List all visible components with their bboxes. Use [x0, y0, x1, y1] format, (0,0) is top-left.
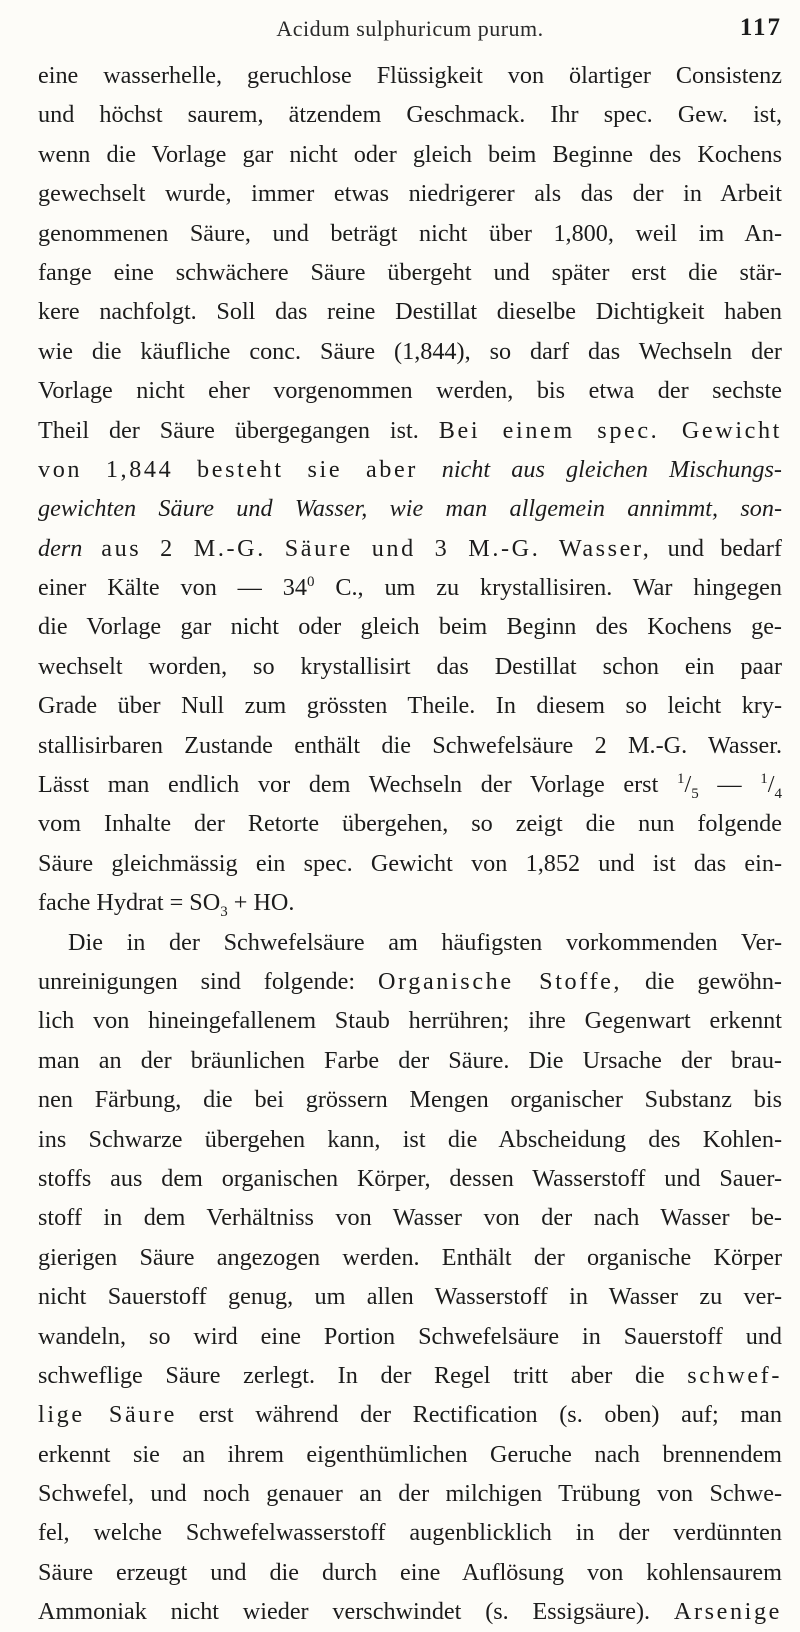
italic-emphasis: dern	[38, 534, 83, 562]
text-line: stoffs aus dem organischen Körper, dessen Wasserstoff und Sauer-	[38, 1164, 782, 1192]
text-line: fache Hydrat = $SO_3$ + HO.	[38, 889, 295, 921]
running-title: Acidum sulphuricum purum.	[276, 16, 544, 41]
text-line: man an der bräunlichen Farbe der Säure. Die Ursache der brau-	[38, 1046, 782, 1074]
text-line: lich von hineingefallenem Staub herrühren; ihre Gegenwart erkennt	[38, 1007, 782, 1035]
text-line: ins Schwarze übergehen kann, ist die Abscheidung des Kohlen-	[38, 1125, 782, 1153]
text-line: wandeln, so wird eine Portion Schwefelsäure in Sauerstoff und	[38, 1322, 782, 1350]
text-line: nicht Sauerstoff genug, um allen Wasserstoff in Wasser zu ver-	[38, 1283, 782, 1311]
text-line: nen Färbung, die bei grössern Mengen organischer Substanz bis	[38, 1086, 782, 1114]
text-line: gewechselt wurde, immer etwas niedrigerer als das der in Arbeit	[38, 180, 782, 208]
italic-emphasis: nicht aus gleichen Mischungs-	[441, 455, 782, 483]
text-line: die Vorlage gar nicht oder gleich beim Beginn des Kochens ge-	[38, 613, 782, 641]
text-line: Lässt man endlich vor dem Wechseln der Vorlage erst $^1/_5$ — $^1/_4$	[38, 770, 782, 802]
text-line: wie die käufliche conc. Säure (1,844), so darf das Wechseln der	[38, 337, 782, 365]
spaced-emphasis: von 1,844 besteht sie aber	[38, 455, 442, 483]
italic-emphasis: gewichten Säure und Wasser, wie man allgemein annimmt, son-	[38, 495, 782, 523]
text-line: fange eine schwächere Säure übergeht und später erst die stär-	[38, 258, 782, 286]
text-line: genommenen Säure, und beträgt nicht über 1,800, weil im An-	[38, 219, 782, 247]
text-line: kere nachfolgt. Soll das reine Destillat dieselbe Dichtigkeit haben	[38, 298, 782, 326]
spaced-emphasis: lige Säure	[38, 1401, 177, 1429]
text-line: lige Säure erst während der Rectification (s. oben) auf; man	[38, 1401, 782, 1429]
page-header	[38, 12, 782, 48]
text-line: eine wasserhelle, geruchlose Flüssigkeit von ölartiger Consistenz	[38, 62, 782, 89]
text-line: einer Kälte von — $34^0$ C., um zu krystallisiren. War hingegen	[38, 574, 782, 602]
text-line: dern aus 2 M.-G. Säure und 3 M.-G. Wasser, und bedarf	[38, 534, 782, 562]
text-line: fel, welche Schwefelwasserstoff augenblicklich in der verdünnten	[38, 1519, 782, 1547]
text-line: Ammoniak nicht wieder verschwindet (s. Essigsäure). Arsenige	[38, 1598, 782, 1626]
text-line: Schwefel, und noch genauer an der milchigen Trübung von Schwe-	[38, 1480, 782, 1508]
text-line: Säure erzeugt und die durch eine Auflösung von kohlensaurem	[38, 1558, 782, 1586]
text-line: und höchst saurem, ätzendem Geschmack. Ihr spec. Gew. ist,	[38, 101, 782, 129]
text-line: stallisirbaren Zustande enthält die Schwefelsäure 2 M.-G. Wasser.	[38, 731, 782, 759]
page-number: 117	[739, 14, 782, 41]
text-line: stoff in dem Verhältniss von Wasser von der nach Wasser be-	[38, 1204, 782, 1232]
spaced-emphasis: aus 2 M.-G. Säure und 3 M.-G. Wasser,	[82, 534, 652, 562]
body-text	[38, 56, 782, 1632]
text-line: vom Inhalte der Retorte übergehen, so zeigt die nun folgende	[38, 810, 782, 838]
text-line: Grade über Null zum grössten Theile. In diesem so leicht kry-	[38, 692, 782, 720]
formula-subscript: 3	[220, 904, 228, 921]
text-line	[38, 489, 782, 528]
text-line: Vorlage nicht eher vorgenommen werden, bis etwa der sechste	[38, 377, 782, 405]
spaced-emphasis: schwef-	[687, 1361, 782, 1389]
text-line	[38, 450, 782, 489]
text-line: wenn die Vorlage gar nicht oder gleich beim Beginne des Kochens	[38, 140, 782, 168]
text-line: schweflige Säure zerlegt. In der Regel tritt aber die schwef-	[38, 1361, 782, 1389]
text-line: erkennt sie an ihrem eigenthümlichen Geruche nach brennendem	[38, 1440, 782, 1468]
text-line: Theil der Säure übergegangen ist. Bei einem spec. Gewicht	[38, 416, 782, 444]
text-line: Die in der Schwefelsäure am häufigsten vorkommenden Ver-	[68, 928, 782, 956]
text-line: Säure gleichmässig ein spec. Gewicht von 1,852 und ist das ein-	[38, 849, 782, 877]
spaced-emphasis: Organische Stoffe,	[377, 967, 623, 995]
text-line: wechselt worden, so krystallisirt das Destillat schon ein paar	[38, 652, 782, 680]
spaced-emphasis: Arsenige	[673, 1598, 782, 1626]
spaced-emphasis: Bei einem spec. Gewicht	[438, 416, 782, 444]
text-line: unreinigungen sind folgende: Organische Stoffe, die gewöhn-	[38, 967, 782, 995]
text-line: gierigen Säure angezogen werden. Enthält der organische Körper	[38, 1243, 782, 1271]
degree-superscript: 0	[306, 574, 315, 591]
